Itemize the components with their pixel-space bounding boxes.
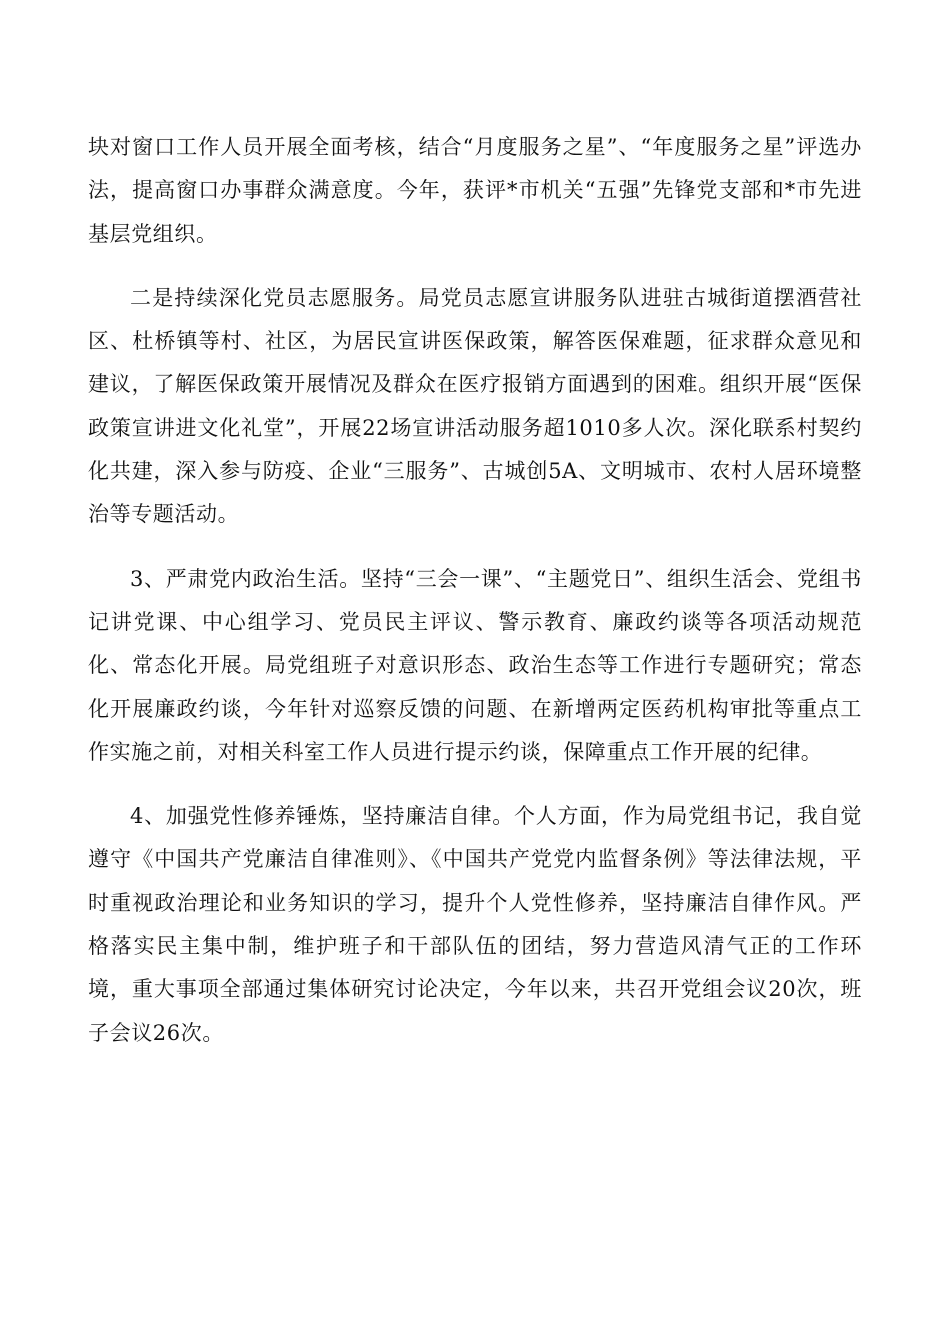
paragraph-1: 块对窗口工作人员开展全面考核，结合“月度服务之星”、“年度服务之星”评选办法，提高窗口办事群众满意度。今年，获评*市机关“五强”先锋党支部和*市先进基层党组织。 [88,135,862,246]
document-body [88,126,862,1055]
paragraph-spacer [88,774,862,795]
paragraph-3: 3、严肃党内政治生活。坚持“三会一课”、“主题党日”、组织生活会、党组书记讲党课、中心组学习、党员民主评议、警示教育、廉政约谈等各项活动规范化、常态化开展。局党组班子对意识形态、政治生态等工作进行专题研究；常态化开展廉政约谈，今年针对巡察反馈的问题、在新增两定医药机构审批等重点工作实施之前，对相关科室工作人员进行提示约谈，保障重点工作开展的纪律。 [88,566,862,764]
paragraph-spacer [88,256,862,277]
paragraph-2: 二是持续深化党员志愿服务。局党员志愿宣讲服务队进驻古城街道摆酒营社区、杜桥镇等村、社区，为居民宣讲医保政策，解答医保难题，征求群众意见和建议，了解医保政策开展情况及群众在医疗报销方面遇到的困难。组织开展“医保政策宣讲进文化礼堂”，开展22场宣讲活动服务超1010多人次。深化联系村契约化共建，深入参与防疫、企业“三服务”、古城创5A、文明城市、农村人居环境整治等专题活动。 [88,285,862,527]
paragraph-spacer [88,537,862,558]
paragraph-4: 4、加强党性修养锤炼，坚持廉洁自律。个人方面，作为局党组书记，我自觉遵守《中国共产党廉洁自律准则》、《中国共产党党内监督条例》等法律法规，平时重视政治理论和业务知识的学习，提升个人党性修养，坚持廉洁自律作风。严格落实民主集中制，维护班子和干部队伍的团结，努力营造风清气正的工作环境，重大事项全部通过集体研究讨论决定，今年以来，共召开党组会议20次，班子会议26次。 [88,804,862,1045]
